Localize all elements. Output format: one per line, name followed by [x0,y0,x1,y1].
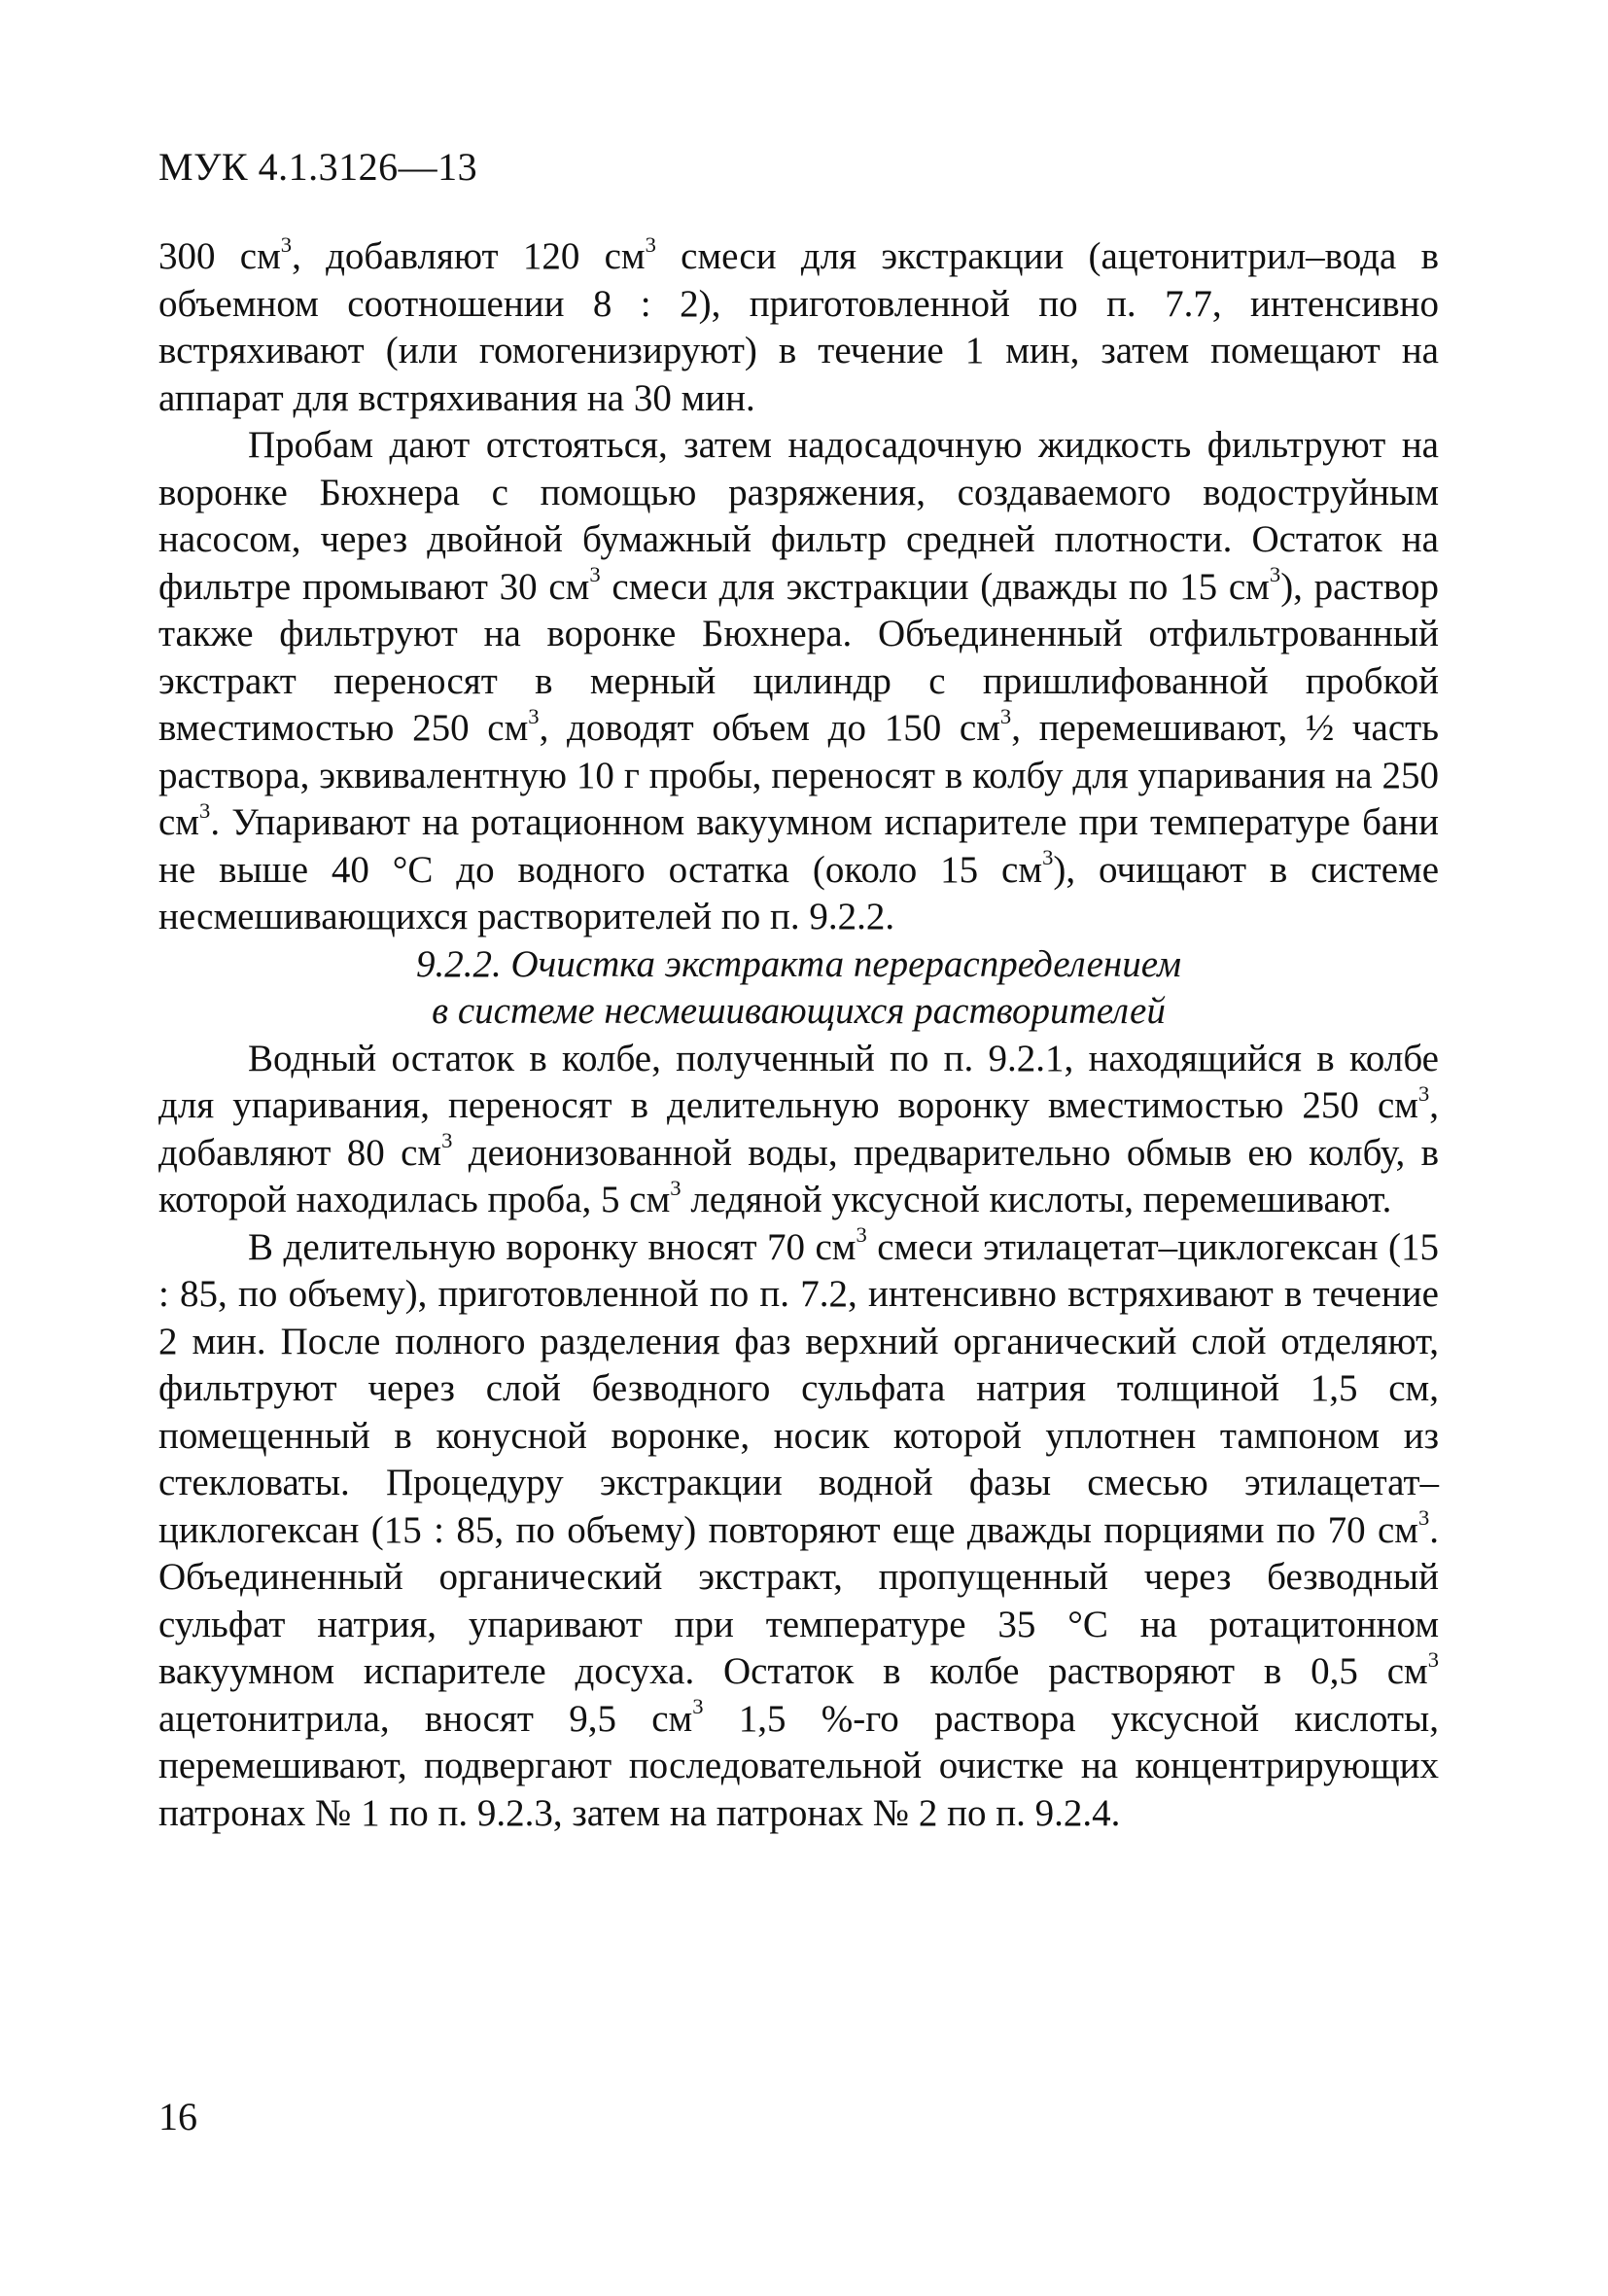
superscript: 3 [1269,562,1281,587]
superscript: 3 [441,1128,453,1153]
superscript: 3 [645,231,656,257]
paragraph-filtration: Пробам дают отстояться, затем надосадочную жидкость фильтруют на воронке Бюхнера с помощью разряжения, создаваемого водоструйным насосом, через двойной бумажный фильтр средней плотности. Остаток на фильтре промывают 30 $см^3$ смеси для экстракции (дважды по 15 $см^3$), раствор также фильтруют на воронке Бюхнера. Объединенный отфильтрованный экстракт переносят в мерный цилиндр с пришлифованной пробкой вместимостью 250 $см^3$, доводят объем до 150 $см^3$, перемешивают, ½ часть раствора, эквивалентную 10 г пробы, переносят в колбу для упаривания на 250 $см^3$. Упаривают на ротационном вакуумном испарителе при температуре бани не выше 40 °С до водного остатка (около 15 $см^3$), очищают в системе несмешивающихся растворителей по п. 9.2.2. [158,424,1440,937]
superscript: 3 [589,562,601,587]
section-heading-9-2-2 [158,941,1439,1036]
section-heading-line-2: в системе несмешивающихся растворителей [432,990,1166,1032]
superscript: 3 [999,703,1012,728]
paragraph-extraction-continuation: 300 $см^3$, добавляют 120 $см^3$ смеси для экстракции (ацетонитрил–вода в объемном соотношении 8 : 2), приготовленной по п. 7.7, интенсивно встряхивают (или гомогенизируют) в течение 1 мин, затем помещают на аппарат для встряхивания на 30 мин. [158,231,1440,419]
document-code-header: МУК 4.1.3126—13 [158,145,478,189]
paragraph-separatory-funnel: В делительную воронку вносят 70 $см^3$ смеси этилацетат–циклогексан (15 : 85, по объему), приготовленной по п. 7.2, интенсивно встряхивают в течение 2 мин. После полного разделения фаз верхний органический слой отделяют, фильтруют через слой безводного сульфата натрия толщиной 1,5 см, помещенный в конусной воронке, носик которой уплотнен тампоном из стекловаты. Процедуру экстракции водной фазы смесью этилацетат–циклогексан (15 : 85, по объему) повторяют еще дважды порциями по 70 $см^3$. Объединенный органический экстракт, пропущенный через безводный сульфат натрия, упаривают при температуре 35 °С на ротацитонном вакуумном испарителе досуха. Остаток в колбе растворяют в 0,5 $см^3$ ацетонитрила, вносят 9,5 $см^3$ 1,5 %-го раствора уксусной кислоты, перемешивают, подвергают последовательной очистке на концентрирующих патронах № 1 по п. 9.2.3, затем на патронах № 2 по п. 9.2.4. [158,1222,1439,1834]
page-content [158,233,1439,1837]
superscript: 3 [670,1175,682,1200]
superscript: 3 [199,797,211,823]
superscript: 3 [1417,1080,1430,1106]
superscript: 3 [856,1222,867,1248]
superscript: 3 [280,231,293,257]
section-heading-line-1: 9.2.2. Очистка экстракта перераспределением [416,942,1181,985]
page-number: 16 [158,2095,197,2138]
superscript: 3 [1427,1646,1439,1672]
superscript: 3 [1417,1505,1430,1531]
superscript: 3 [692,1694,704,1719]
superscript: 3 [528,703,540,728]
paragraph-aqueous-residue: Водный остаток в колбе, полученный по п. 9.2.1, находящийся в колбе для упаривания, переносят в делительную воронку вместимостью 250 $см^3$, добавляют 80 $см^3$ деионизованной воды, предварительно обмыв ею колбу, в которой находилась проба, 5 $см^3$ ледяной уксусной кислоты, перемешивают. [158,1037,1440,1220]
superscript: 3 [1042,845,1054,870]
